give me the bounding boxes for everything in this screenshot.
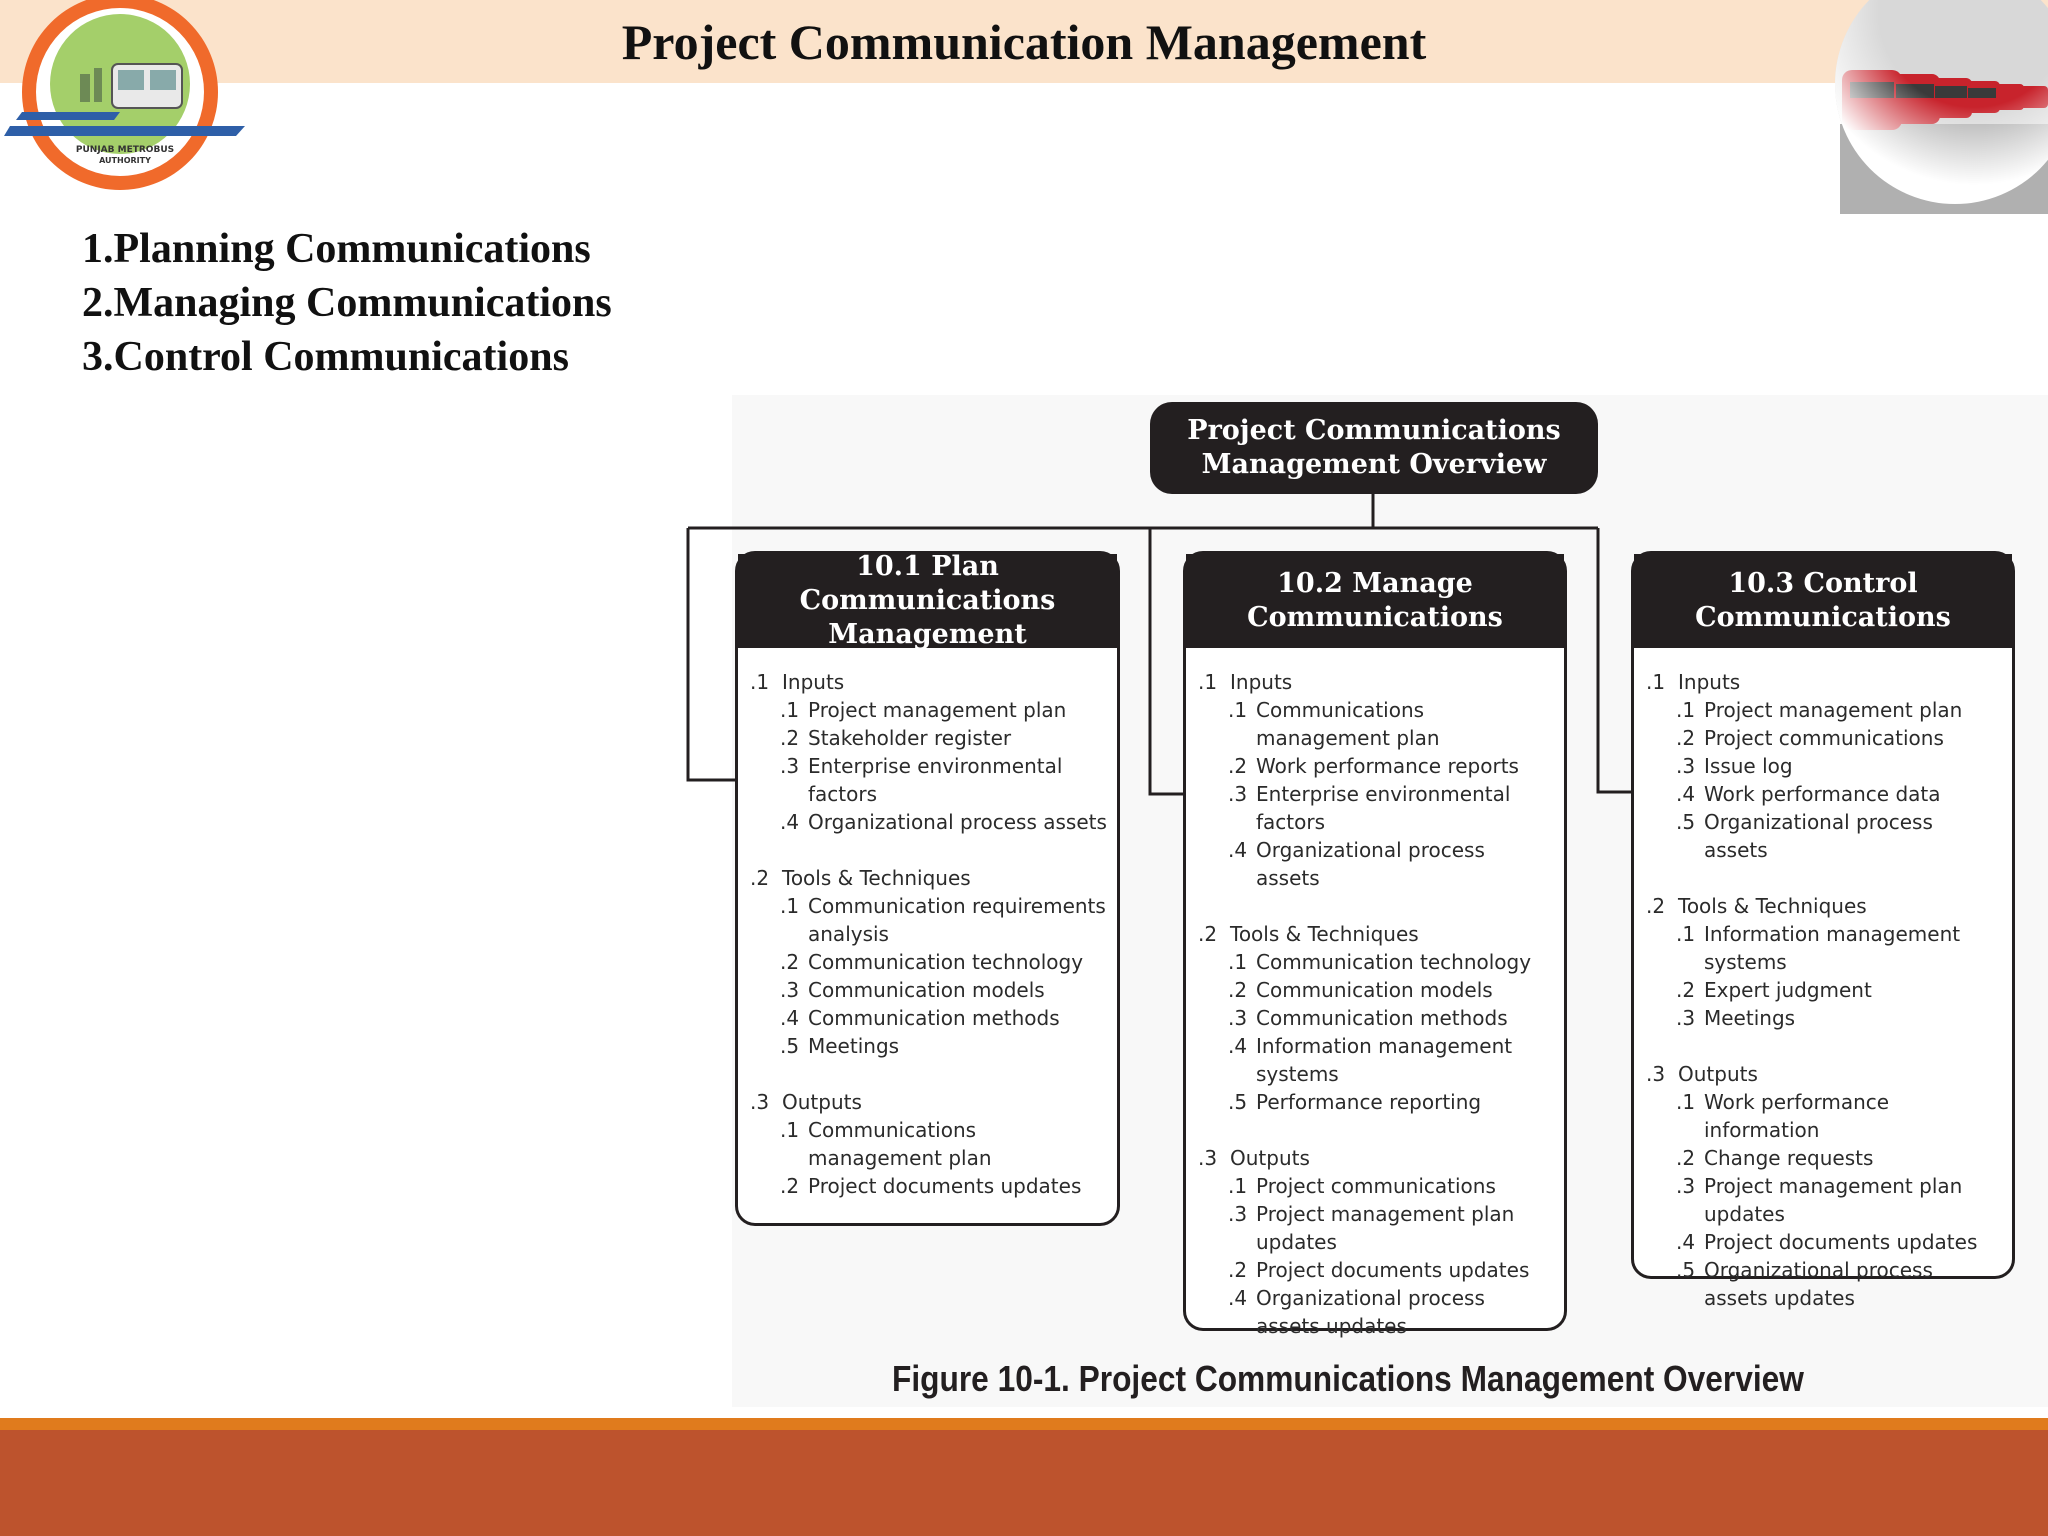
figure-caption: Figure 10-1. Project Communications Management Overview bbox=[892, 1358, 1804, 1399]
item-number: .1 bbox=[1676, 922, 1696, 946]
item-text: Issue log bbox=[1704, 754, 1793, 778]
item-text: Stakeholder register bbox=[808, 726, 1012, 750]
list-item bbox=[750, 976, 1107, 1004]
group-label: Inputs bbox=[782, 670, 845, 694]
list-item bbox=[1646, 920, 2002, 976]
item-number: .2 bbox=[780, 950, 800, 974]
list-item bbox=[1646, 808, 2002, 864]
item-text: Organizational process assets bbox=[1704, 810, 1933, 862]
item-text: Communication requirements analysis bbox=[808, 894, 1106, 946]
item-number: .5 bbox=[1228, 1090, 1248, 1114]
item-text: Organizational process assets updates bbox=[1704, 1258, 1933, 1310]
process-group bbox=[750, 668, 1107, 836]
item-number: .4 bbox=[1676, 1230, 1696, 1254]
item-number: .3 bbox=[1676, 1006, 1696, 1030]
group-number: .3 bbox=[750, 1090, 770, 1114]
group-label: Inputs bbox=[1678, 670, 1741, 694]
item-text: Information management systems bbox=[1704, 922, 1961, 974]
item-number: .2 bbox=[1676, 1146, 1696, 1170]
item-text: Project communications bbox=[1704, 726, 1944, 750]
logo-text-2: AUTHORITY bbox=[99, 156, 151, 165]
group-label: Tools & Techniques bbox=[1678, 894, 1867, 918]
list-item bbox=[1198, 1004, 1554, 1032]
list-item bbox=[1198, 1172, 1554, 1200]
item-number: .1 bbox=[1228, 950, 1248, 974]
group-number: .3 bbox=[1646, 1062, 1666, 1086]
group-label: Inputs bbox=[1230, 670, 1293, 694]
footer-bar bbox=[0, 1430, 2048, 1536]
item-number: .4 bbox=[780, 810, 800, 834]
list-item bbox=[1646, 724, 2002, 752]
list-item bbox=[1198, 780, 1554, 836]
item-number: .4 bbox=[1228, 838, 1248, 862]
process-title: 10.3 Control Communications bbox=[1634, 554, 2012, 648]
item-number: .4 bbox=[780, 1006, 800, 1030]
topic-item: 2.Managing Communications bbox=[82, 280, 612, 326]
list-item bbox=[750, 1004, 1107, 1032]
item-number: .3 bbox=[780, 754, 800, 778]
list-item bbox=[750, 892, 1107, 948]
group-heading bbox=[1646, 892, 2002, 920]
group-heading bbox=[1198, 920, 1554, 948]
process-group bbox=[1646, 1060, 2002, 1312]
item-text: Meetings bbox=[1704, 1006, 1796, 1030]
process-body bbox=[1186, 648, 1564, 1378]
item-text: Project communications bbox=[1256, 1174, 1496, 1198]
process-control-communications bbox=[1631, 551, 2015, 1310]
list-item bbox=[1646, 696, 2002, 724]
item-text: Information management systems bbox=[1256, 1034, 1513, 1086]
process-body bbox=[738, 648, 1117, 1238]
process-plan-communications bbox=[735, 551, 1120, 1226]
process-group bbox=[750, 1088, 1107, 1200]
list-item bbox=[1198, 1032, 1554, 1088]
group-heading bbox=[750, 864, 1107, 892]
list-item bbox=[1198, 976, 1554, 1004]
item-number: .1 bbox=[1228, 1174, 1248, 1198]
item-number: .4 bbox=[1228, 1034, 1248, 1058]
item-text: Expert judgment bbox=[1704, 978, 1872, 1002]
item-number: .2 bbox=[780, 1174, 800, 1198]
list-item bbox=[1198, 836, 1554, 892]
list-item bbox=[1646, 1004, 2002, 1032]
item-number: .5 bbox=[1676, 810, 1696, 834]
item-text: Communication methods bbox=[1256, 1006, 1508, 1030]
group-label: Tools & Techniques bbox=[1230, 922, 1419, 946]
group-number: .3 bbox=[1198, 1146, 1218, 1170]
list-item bbox=[750, 808, 1107, 836]
item-text: Project documents updates bbox=[1256, 1258, 1530, 1282]
item-number: .2 bbox=[1228, 1258, 1248, 1282]
list-item bbox=[1198, 948, 1554, 976]
list-item bbox=[750, 1032, 1107, 1060]
list-item bbox=[1198, 752, 1554, 780]
item-text: Communications management plan bbox=[1256, 698, 1440, 750]
topic-item: 1.Planning Communications bbox=[82, 226, 591, 272]
list-item bbox=[1646, 752, 2002, 780]
item-text: Project management plan bbox=[808, 698, 1067, 722]
item-text: Organizational process assets bbox=[1256, 838, 1485, 890]
process-title: 10.2 Manage Communications bbox=[1186, 554, 1564, 648]
process-group bbox=[1198, 920, 1554, 1116]
item-text: Work performance data bbox=[1704, 782, 1941, 806]
item-number: .5 bbox=[780, 1034, 800, 1058]
group-label: Outputs bbox=[1678, 1062, 1758, 1086]
group-number: .1 bbox=[1646, 670, 1666, 694]
branch-control bbox=[1598, 528, 1634, 792]
item-number: .2 bbox=[1676, 978, 1696, 1002]
list-item bbox=[1646, 780, 2002, 808]
list-item bbox=[1646, 1228, 2002, 1256]
list-item bbox=[750, 752, 1107, 808]
item-number: .3 bbox=[1676, 754, 1696, 778]
item-text: Project management plan updates bbox=[1256, 1202, 1515, 1254]
branch-manage bbox=[1150, 528, 1186, 794]
item-text: Project documents updates bbox=[1704, 1230, 1978, 1254]
group-number: .2 bbox=[1646, 894, 1666, 918]
topic-item: 3.Control Communications bbox=[82, 334, 569, 380]
item-number: .1 bbox=[1676, 698, 1696, 722]
group-heading bbox=[1198, 668, 1554, 696]
footer-accent-line bbox=[0, 1418, 2048, 1430]
group-number: .1 bbox=[1198, 670, 1218, 694]
item-text: Enterprise environmental factors bbox=[1256, 782, 1511, 834]
list-item bbox=[750, 1116, 1107, 1172]
process-group bbox=[1646, 668, 2002, 864]
group-label: Tools & Techniques bbox=[782, 866, 971, 890]
group-label: Outputs bbox=[782, 1090, 862, 1114]
item-text: Communication models bbox=[1256, 978, 1493, 1002]
logo-text-1: PUNJAB METROBUS bbox=[75, 145, 175, 155]
branch-plan bbox=[688, 528, 738, 780]
process-body bbox=[1634, 648, 2012, 1350]
item-number: .2 bbox=[1228, 754, 1248, 778]
item-number: .3 bbox=[780, 978, 800, 1002]
list-item bbox=[1646, 1172, 2002, 1228]
item-text: Communications management plan bbox=[808, 1118, 992, 1170]
item-text: Work performance information bbox=[1704, 1090, 1890, 1142]
item-number: .1 bbox=[1676, 1090, 1696, 1114]
group-heading bbox=[750, 668, 1107, 696]
item-number: .3 bbox=[1676, 1174, 1696, 1198]
process-group bbox=[1646, 892, 2002, 1032]
process-manage-communications bbox=[1183, 551, 1567, 1338]
item-number: .3 bbox=[1228, 1006, 1248, 1030]
group-number: .2 bbox=[1198, 922, 1218, 946]
item-number: .1 bbox=[1228, 698, 1248, 722]
item-number: .1 bbox=[780, 1118, 800, 1142]
list-item bbox=[750, 1172, 1107, 1200]
item-text: Project management plan updates bbox=[1704, 1174, 1963, 1226]
list-item bbox=[1198, 1088, 1554, 1116]
item-text: Communication technology bbox=[808, 950, 1084, 974]
group-heading bbox=[1198, 1144, 1554, 1172]
list-item bbox=[1646, 1256, 2002, 1312]
list-item bbox=[1198, 696, 1554, 752]
group-number: .2 bbox=[750, 866, 770, 890]
list-item bbox=[1646, 1144, 2002, 1172]
item-number: .4 bbox=[1228, 1286, 1248, 1310]
slide-title: Project Communication Management bbox=[621, 13, 1427, 70]
item-text: Change requests bbox=[1704, 1146, 1874, 1170]
list-item bbox=[1198, 1284, 1554, 1340]
group-number: .1 bbox=[750, 670, 770, 694]
process-group bbox=[1198, 668, 1554, 892]
list-item bbox=[750, 724, 1107, 752]
item-number: .2 bbox=[1228, 978, 1248, 1002]
item-number: .4 bbox=[1676, 782, 1696, 806]
group-label: Outputs bbox=[1230, 1146, 1310, 1170]
item-text: Project management plan bbox=[1704, 698, 1963, 722]
process-title: 10.1 Plan Communications Management bbox=[738, 554, 1117, 648]
process-group bbox=[750, 864, 1107, 1060]
item-text: Work performance reports bbox=[1256, 754, 1519, 778]
list-item bbox=[1198, 1200, 1554, 1256]
process-group bbox=[1198, 1144, 1554, 1340]
item-number: .2 bbox=[1676, 726, 1696, 750]
list-item bbox=[750, 696, 1107, 724]
list-item bbox=[1646, 1088, 2002, 1144]
group-heading bbox=[750, 1088, 1107, 1116]
list-item bbox=[1198, 1256, 1554, 1284]
item-text: Organizational process assets updates bbox=[1256, 1286, 1485, 1338]
overview-root-box: Project Communications Management Overview bbox=[1150, 402, 1598, 494]
group-heading bbox=[1646, 668, 2002, 696]
item-text: Enterprise environmental factors bbox=[808, 754, 1063, 806]
item-number: .3 bbox=[1228, 1202, 1248, 1226]
item-text: Performance reporting bbox=[1256, 1090, 1482, 1114]
list-item bbox=[750, 948, 1107, 976]
group-heading bbox=[1646, 1060, 2002, 1088]
item-text: Communication models bbox=[808, 978, 1045, 1002]
list-item bbox=[1646, 976, 2002, 1004]
item-text: Communication technology bbox=[1256, 950, 1532, 974]
item-number: .3 bbox=[1228, 782, 1248, 806]
item-text: Communication methods bbox=[808, 1006, 1060, 1030]
item-text: Project documents updates bbox=[808, 1174, 1082, 1198]
item-text: Organizational process assets bbox=[808, 810, 1107, 834]
item-number: .1 bbox=[780, 698, 800, 722]
item-number: .1 bbox=[780, 894, 800, 918]
item-number: .2 bbox=[780, 726, 800, 750]
item-number: .5 bbox=[1676, 1258, 1696, 1282]
item-text: Meetings bbox=[808, 1034, 900, 1058]
